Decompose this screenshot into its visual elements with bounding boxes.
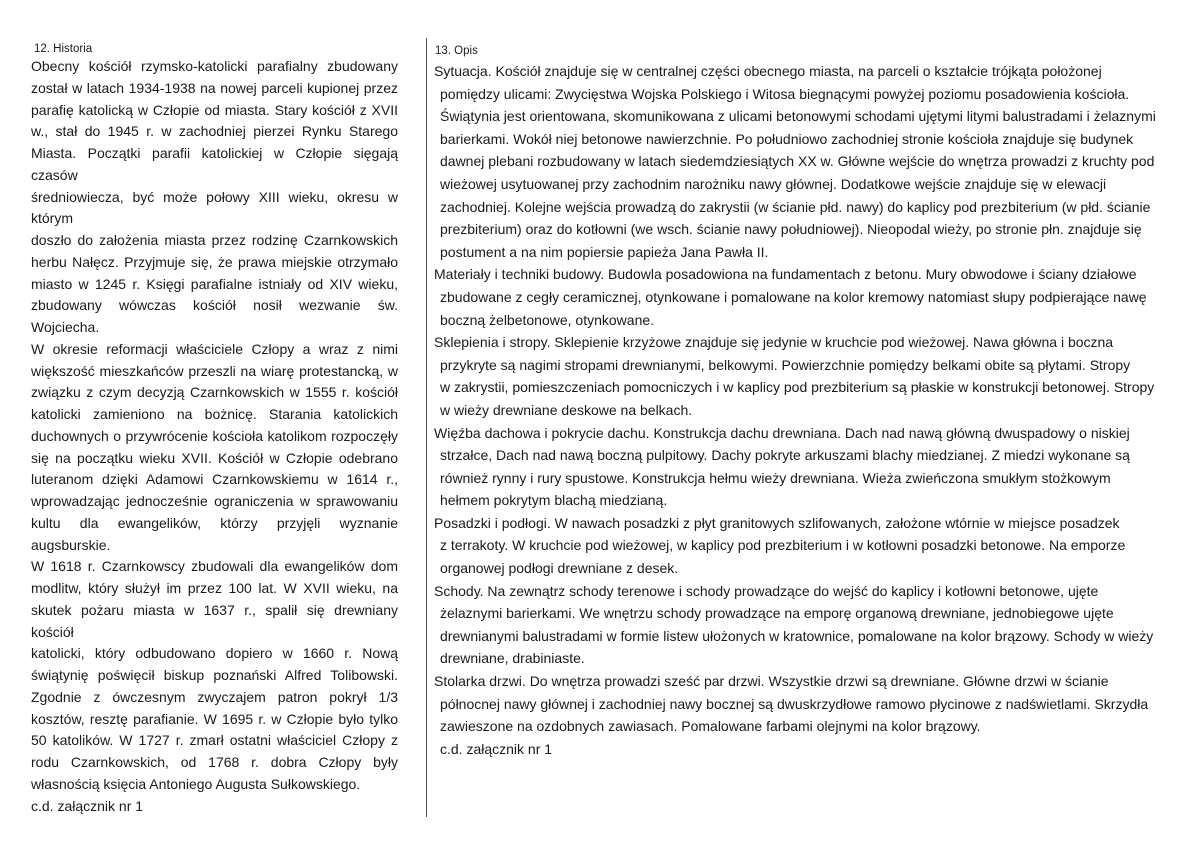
historia-line: Zgodnie z ówczesnym zwyczajem patron pokrył 1/3 xyxy=(31,688,398,705)
historia-line: Miasta. Początki parafii katolickiej w Człopie sięgają czasów xyxy=(31,145,398,183)
opis-line: hełmem pokrytym blachą miedzianą. xyxy=(440,492,668,509)
historia-line: średniowiecza, być może połowy XIII wieku, okresu w którym xyxy=(31,188,398,227)
historia-line: został w latach 1934-1938 na nowej parceli kupionej przez xyxy=(31,79,398,96)
opis-line: zbudowane z cegły ceramicznej, otynkowane i pomalowane na kolor kremowy natomiast słupy podpierające nawę xyxy=(440,288,1147,305)
historia-line: katolicki zamieniono na bożnicę. Starania katolickich xyxy=(31,406,398,422)
historia-line: skutek pożaru miasta w 1637 r., spalił się drewniany kościół xyxy=(31,601,398,640)
opis-line: zachodniej. Kolejne wejścia prowadzą do zakrystii (w ścianie płd. nawy) do kaplicy pod prezbiterium (w płd. ścianie xyxy=(440,198,1151,215)
opis-line: Schody. Na zewnątrz schody terenowe i schody prowadzące do wejść do kaplicy i kotłowni betonowe, ujęte xyxy=(434,582,1099,599)
opis-line: drewniane, drabiniaste. xyxy=(440,650,585,667)
historia-line: parafię katolicką w Człopie od miasta. Stary kościół z XVII xyxy=(31,101,398,118)
historia-line: kosztów, resztę parafianie. W 1695 r. w Człopie było tylko xyxy=(31,710,398,727)
historia-line: 50 katolików. W 1727 r. zmarł ostatni właściciel Człopy z xyxy=(31,732,398,749)
historia-line: W okresie reformacji właściciele Człopy a wraz z nimi xyxy=(31,340,398,357)
opis-line: prezbiterium) oraz do kotłowni (we wsch. ścianie nawy południowej). Nieopodal wieży, po stronie płn. znajduje się xyxy=(440,221,1142,238)
historia-line: duchownych o przywrócenie kościoła katolikom rozpoczęły xyxy=(31,427,398,444)
historia-line: katolicki, który odbudowano dopiero w 1660 r. Nową xyxy=(31,645,398,662)
opis-line: organowej podłogi drewniane z desek. xyxy=(440,560,679,577)
historia-line: zbudowany wówczas kościół nosił wezwanie św. Wojciecha. xyxy=(31,297,398,335)
opis-line: Sytuacja. Kościół znajduje się w centralnej części obecnego miasta, na parceli o kształcie trójkąta położonej xyxy=(434,63,1102,79)
opis-line: strzałce, Dach nad nawą boczną pulpitowy. Dachy pokryte arkuszami blachy miedzianej. Z miedzi wykonane są xyxy=(440,447,1130,464)
opis-line: Więźba dachowa i pokrycie dachu. Konstrukcja dachu drewniana. Dach nad nawą główną dwuspadowy o niskiej xyxy=(434,424,1130,441)
opis-line: Posadzki i podłogi. W nawach posadzki z płyt granitowych szlifowanych, założone wtórnie w miejsce posadzek xyxy=(434,514,1120,531)
historia-line: modlitw, który służył im przez 100 lat. W XVII wieku, na xyxy=(31,580,398,596)
historia-line: W 1618 r. Czarnkowscy zbudowali dla ewangelików dom xyxy=(31,558,398,575)
opis-line: dawnej plebani rozbudowany w latach siedemdziesiątych XX w. Główne wejście do wnętrza prowadzi z kruchty pod xyxy=(440,153,1155,170)
opis-line: Sklepienia i stropy. Sklepienie krzyżowe znajduje się jedynie w kruchcie pod wieżowej. Nawa główna i boczna xyxy=(434,334,1114,351)
opis-line: północnej nawy głównej i zachodniej nawy bocznej są dwuskrzydłowe ramowo płycinowe z nadświetlami. Skrzydła xyxy=(440,695,1149,712)
opis-line: postument a na nim popiersie papieża Jana Pawła II. xyxy=(440,243,769,260)
historia-heading: 12. Historia xyxy=(34,43,93,55)
historia-line: miasto w 1245 r. Księgi parafialne istniały od XIV wieku, xyxy=(31,275,398,292)
historia-line: herbu Nałęcz. Przyjmuje się, że prawa miejskie otrzymało xyxy=(31,253,398,270)
historia-text xyxy=(31,56,398,796)
historia-line: świątynię poświęcił biskup poznański Alfred Tolibowski. xyxy=(31,667,398,683)
opis-line: barierkami. Wokół niej betonowe nawierzchnie. Po południowo zachodniej stronie kościoła znajduje się budynek xyxy=(440,130,1134,147)
opis-line: Materiały i techniki budowy. Budowla posadowiona na fundamentach z betonu. Mury obwodowe i ściany działowe xyxy=(434,266,1137,283)
opis-line: wieżowej usytuowanej przy zachodnim narożniku nawy głównej. Dodatkowe wejście znajduje się w elewacji xyxy=(440,175,1107,192)
opis-line: z terrakoty. W kruchcie pod wieżowej, w kaplicy pod prezbiterium i w kotłowni posadzki betonowe. Na emporze xyxy=(440,537,1126,554)
opis-line: pomiędzy ulicami: Zwycięstwa Wojska Polskiego i Witosa biegnącymi powyżej poziomu posadowienia kościoła. xyxy=(440,85,1130,102)
historia-continuation: c.d. załącznik nr 1 xyxy=(31,797,144,814)
opis-text xyxy=(434,60,1194,760)
historia-line: własnością księcia Antoniego Augusta Sułkowskiego. xyxy=(31,775,361,792)
historia-line: Obecny kościół rzymsko-katolicki parafialny zbudowany xyxy=(31,58,398,74)
historia-line: większość mieszkańców przeszli na wiarę protestancką, w xyxy=(31,362,398,379)
opis-line: w zakrystii, pomieszczeniach pomocniczych i w kaplicy pod prezbiterium są płaskie w konstrukcji betonowej. Stropy xyxy=(440,379,1155,396)
historia-line: się na początku wieku XVII. Kościół w Człopie odebrano xyxy=(31,449,398,466)
historia-column xyxy=(31,42,398,817)
opis-line: w wieży drewniane deskowe na belkach. xyxy=(440,401,693,418)
opis-line: drewnianymi balustradami w formie listew ułożonych w kratownice, pomalowane na kolor brązowy. Schody w wieży xyxy=(440,627,1154,644)
opis-heading: 13. Opis xyxy=(435,45,478,57)
opis-line: boczną żelbetonowe, otynkowane. xyxy=(440,311,655,328)
historia-line: rodu Czarnkowskich, od 1768 r. dobra Człopy były xyxy=(31,754,398,770)
opis-line: Stolarka drzwi. Do wnętrza prowadzi sześć par drzwi. Wszystkie drzwi są drewniane. Główne drzwi w ścianie xyxy=(434,673,1109,690)
historia-line: związku z czym decyzją Czarnkowskich w 1555 r. kościół xyxy=(31,384,398,401)
historia-line: luteranom dzięki Adamowi Czarnkowskiemu w 1614 r., xyxy=(31,471,398,488)
historia-line: doszło do założenia miasta przez rodzinę Czarnkowskich xyxy=(31,232,398,248)
historia-line: wprowadzając jednocześnie ograniczenia w sprawowaniu xyxy=(31,493,398,509)
opis-line: Świątynia jest orientowana, skomunikowana z ulicami betonowymi schodami ujętymi litymi balustradami i żelaznymi xyxy=(440,108,1156,125)
opis-line: zawieszone na ozdobnych zawiasach. Pomalowane farbami olejnymi na kolor brązowy. xyxy=(440,718,981,735)
column-divider xyxy=(426,38,427,817)
opis-line: żelaznymi barierkami. We wnętrzu schody prowadzące na emporę organową drewniane, jednobiegowe ujęte xyxy=(440,605,1114,622)
opis-column xyxy=(434,44,1194,760)
historia-line: w., stał do 1945 r. w zachodniej pierzei Rynku Starego xyxy=(31,123,398,140)
opis-line: przykryte są nagimi stropami drewnianymi, belkowymi. Powierzchnie pomiędzy belkami obite są płytami. Stropy xyxy=(440,356,1131,373)
opis-line: również rynny i rury spustowe. Konstrukcja hełmu wieży drewniana. Wieża zwieńczona smukłym stożkowym xyxy=(440,469,1111,486)
opis-line: c.d. załącznik nr 1 xyxy=(440,740,553,757)
historia-line: kultu dla ewangelików, którzy przyjęli wyznanie augsburskie. xyxy=(31,514,398,553)
